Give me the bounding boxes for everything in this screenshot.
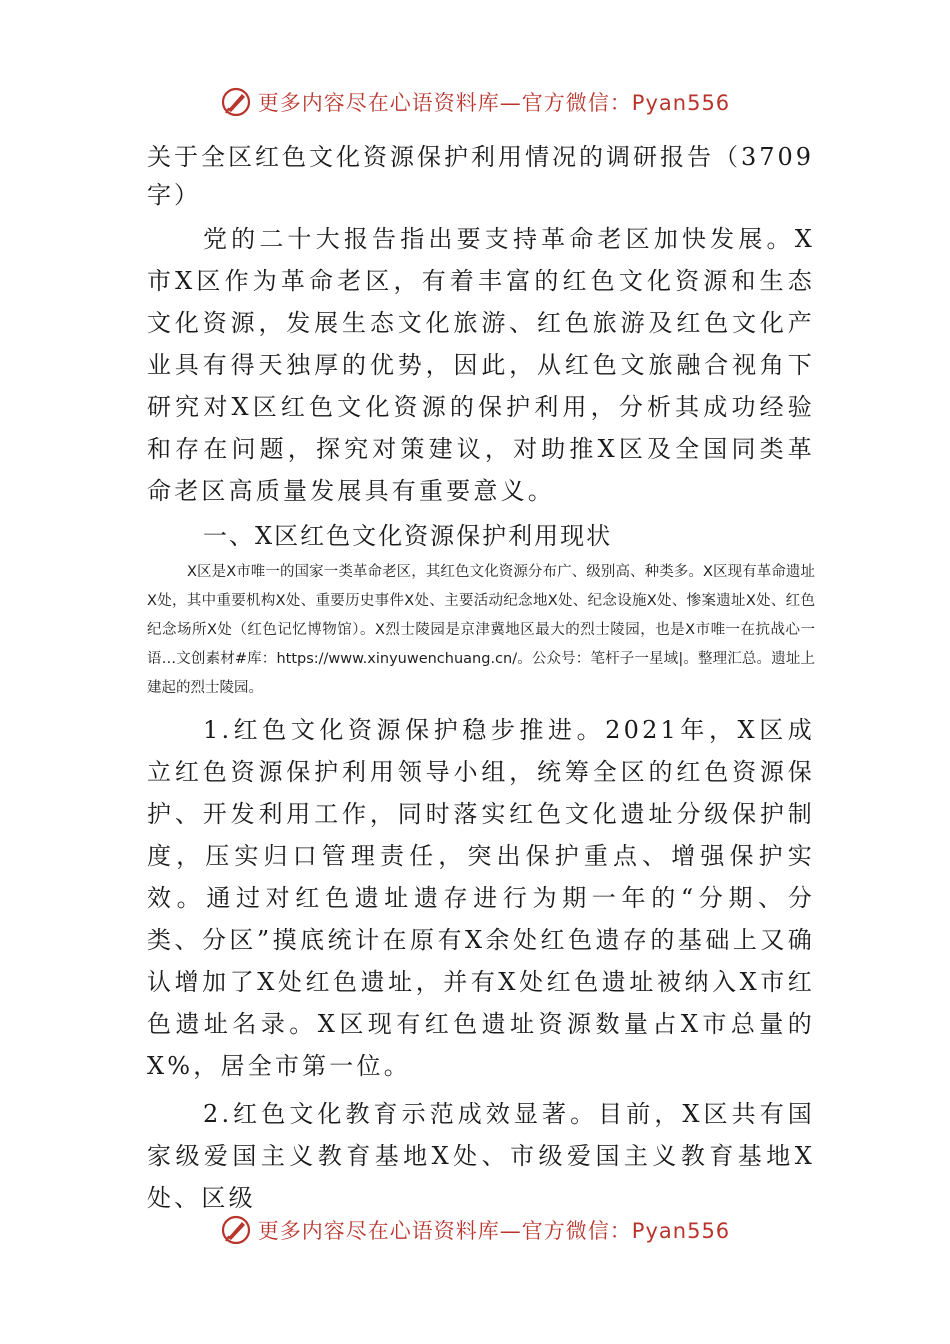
quill-logo-icon <box>220 1214 252 1246</box>
document-body <box>147 138 815 1219</box>
section-heading: 一、X区红色文化资源保护利用现状 <box>203 522 613 550</box>
header-banner <box>0 82 950 122</box>
point-2-paragraph: 2.红色文化教育示范成效显著。目前，X区共有国家级爱国主义教育基地X处、市级爱国主义教育基地X处、区级 <box>147 1100 815 1212</box>
banner-text: 更多内容尽在心语资料库—官方微信：Pyan556 <box>257 91 731 115</box>
intro-paragraph: 党的二十大报告指出要支持革命老区加快发展。X市X区作为革命老区，有着丰富的红色文化资源和生态文化资源，发展生态文化旅游、红色旅游及红色文化产业具有得天独厚的优势，因此，从红色文旅融合视角下研究对X区红色文化资源的保护利用，分析其成功经验和存在问题，探究对策建议，对助推X区及全国同类革命老区高质量发展具有重要意义。 <box>147 225 815 505</box>
quill-logo-icon <box>220 86 252 118</box>
section-small-paragraph: X区是X市唯一的国家一类革命老区，其红色文化资源分布广、级别高、种类多。X区现有革命遗址X处，其中重要机构X处、重要历史事件X处、主要活动纪念地X处、纪念设施X处、惨案遗址X处、红色纪念场所X处（红色记忆博物馆）。X烈士陵园是京津冀地区最大的烈士陵园，也是X市唯一在抗战心一语…文创素材#库：https://www.xinyuwenchuang.cn/。公众号：笔杆子一星域|。整理汇总。遗址上建起的烈士陵园。 <box>147 564 815 696</box>
footer-banner <box>0 1210 950 1250</box>
banner-text: 更多内容尽在心语资料库—官方微信：Pyan556 <box>257 1219 731 1243</box>
document-title: 关于全区红色文化资源保护利用情况的调研报告（3709字） <box>147 143 815 209</box>
point-1-paragraph: 1.红色文化资源保护稳步推进。2021年，X区成立红色资源保护利用领导小组，统筹全区的红色资源保护、开发利用工作，同时落实红色文化遗址分级保护制度，压实归口管理责任，突出保护重点、增强保护实效。通过对红色遗址遗存进行为期一年的“分期、分类、分区”摸底统计在原有X余处红色遗存的基础上又确认增加了X处红色遗址，并有X处红色遗址被纳入X市红色遗址名录。X区现有红色遗址资源数量占X市总量的X%，居全市第一位。 <box>147 716 815 1080</box>
